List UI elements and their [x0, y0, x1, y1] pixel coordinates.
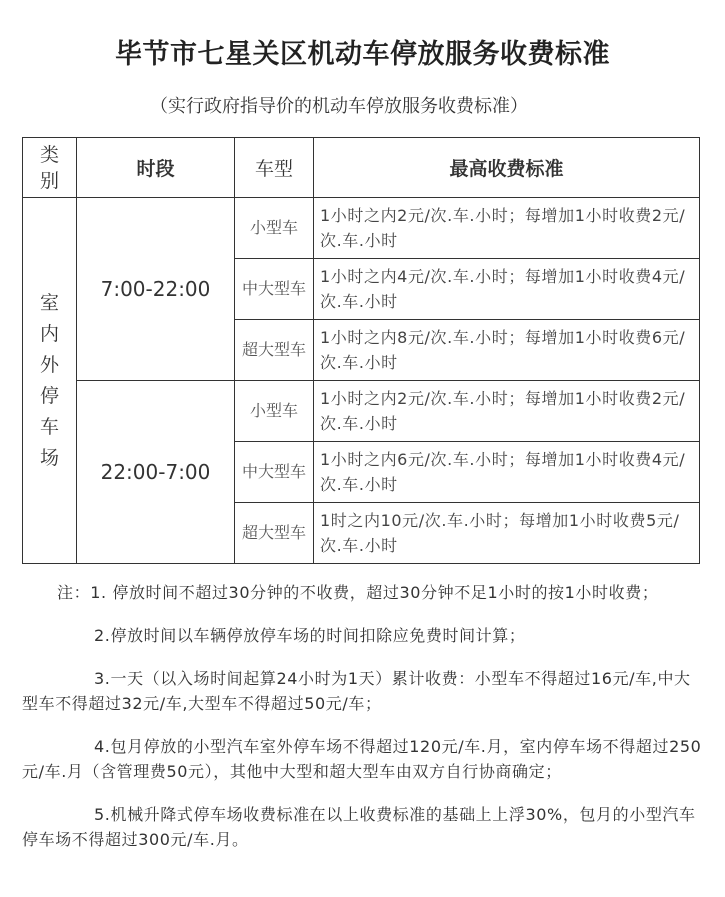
header-vehicle-type: 车型	[235, 138, 314, 198]
fee-cell: 1时之内10元/次.车.小时；每增加1小时收费5元/次.车.小时	[314, 503, 700, 564]
header-category-label: 类别	[39, 143, 59, 192]
table-header-row	[23, 138, 700, 198]
period-cell: 22:00-7:00	[77, 381, 235, 564]
category-cell	[23, 198, 77, 564]
notes-section	[22, 580, 702, 852]
category-label: 室内外停车场	[39, 291, 59, 469]
fee-table	[22, 137, 700, 564]
table-row	[23, 198, 700, 259]
fee-cell: 1小时之内2元/次.车.小时；每增加1小时收费2元/次.车.小时	[314, 381, 700, 442]
document-subtitle: （实行政府指导价的机动车停放服务收费标准）	[150, 96, 528, 117]
note-2: 2.停放时间以车辆停放停车场的时间扣除应免费时间计算；	[94, 626, 526, 645]
note-5: 5.机械升降式停车场收费标准在以上收费标准的基础上上浮30%，包月的小型汽车停车场不得超过300元/车.月。	[22, 805, 696, 849]
period-cell: 7:00-22:00	[77, 198, 235, 381]
fee-cell: 1小时之内8元/次.车.小时；每增加1小时收费6元/次.车.小时	[314, 320, 700, 381]
note-1: 注：1. 停放时间不超过30分钟的不收费，超过30分钟不足1小时的按1小时收费；	[57, 583, 659, 602]
document-title: 毕节市七星关区机动车停放服务收费标准	[115, 39, 610, 70]
vehicle-type: 小型车	[235, 381, 314, 442]
vehicle-type: 小型车	[235, 198, 314, 259]
vehicle-type: 中大型车	[235, 259, 314, 320]
note-3: 3.一天（以入场时间起算24小时为1天）累计收费：小型车不得超过16元/车,中大型车不得超过32元/车,大型车不得超过50元/车；	[22, 669, 691, 713]
vehicle-type: 中大型车	[235, 442, 314, 503]
table-row	[23, 381, 700, 442]
fee-cell: 1小时之内2元/次.车.小时；每增加1小时收费2元/次.车.小时	[314, 198, 700, 259]
vehicle-type: 超大型车	[235, 503, 314, 564]
note-4: 4.包月停放的小型汽车室外停车场不得超过120元/车.月，室内停车场不得超过250元/车.月（含管理费50元），其他中大型和超大型车由双方自行协商确定；	[22, 737, 702, 781]
header-period: 时段	[77, 138, 235, 198]
fee-cell: 1小时之内6元/次.车.小时；每增加1小时收费4元/次.车.小时	[314, 442, 700, 503]
header-max-fee: 最高收费标准	[314, 138, 700, 198]
fee-cell: 1小时之内4元/次.车.小时；每增加1小时收费4元/次.车.小时	[314, 259, 700, 320]
vehicle-type: 超大型车	[235, 320, 314, 381]
header-category	[23, 138, 77, 198]
